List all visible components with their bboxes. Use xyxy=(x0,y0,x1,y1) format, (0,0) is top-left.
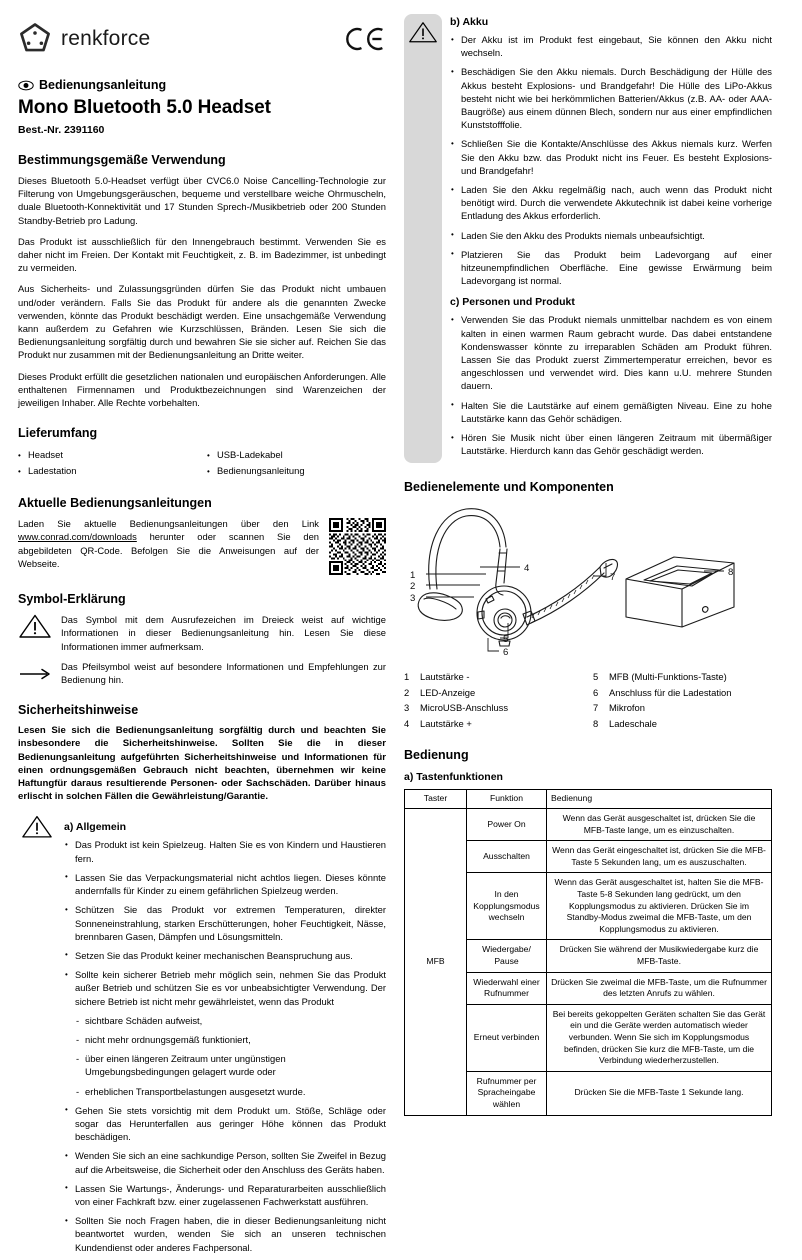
table-header-funktion: Funktion xyxy=(467,790,547,809)
symbol-warning-text: Das Symbol mit dem Ausrufezeichen im Dreieck weist auf wichtige Informationen in dieser Bedienungsanleitung hin. Lesen Sie diese Informationen immer aufmerksam. xyxy=(61,614,386,652)
list-item: - sichtbare Schäden aufweist, xyxy=(64,1014,386,1027)
section-intended-use-heading: Bestimmungsgemäße Verwendung xyxy=(18,153,226,167)
component-callout-legend xyxy=(404,669,772,731)
list-item: • Sollten Sie noch Fragen haben, die in dieser Bedienungsanleitung nicht beantwortet wurden, wenden Sie sich an unseren technischen Kundendienst oder anderes Fachpersonal. xyxy=(64,1214,386,1254)
manuals-text xyxy=(18,517,319,570)
table-cell-action: Bei bereits gekoppelten Geräten schalten Sie das Gerät ein und die Geräte werden automatisch wieder verbunden. Wenn Sie sich im Kopplungsmodus befinden, drücken Sie kurz die MFB-Taste, um die Verbindung wiederherzustellen. xyxy=(547,1004,772,1071)
callout-number: 7 xyxy=(593,702,599,714)
qr-code-icon xyxy=(329,518,386,575)
callout-label: LED-Anzeige xyxy=(420,686,476,698)
list-item: • Lassen Sie das Verpackungsmaterial nicht achtlos liegen. Dieses könnte andernfalls für Kinder zu einem gefährlichen Spielzeug werden. xyxy=(64,871,386,897)
section-operation-heading: Bedienung xyxy=(404,748,469,763)
callout-5: 5 xyxy=(503,634,509,646)
symbol-arrow-text: Das Pfeilsymbol weist auf besondere Informationen und Empfehlungen zur Bedienung hin. xyxy=(61,660,386,686)
operation-subheading: a) Tastenfunktionen xyxy=(404,771,503,784)
section-components-heading: Bedienelemente und Komponenten xyxy=(404,480,614,495)
symbol-explanation-arrow xyxy=(18,660,386,686)
safety-battery-list xyxy=(450,33,772,287)
list-item: • Lassen Sie Wartungs-, Änderungs- und Reparaturarbeiten ausschließlich von einer Fachkraft bzw. einer zugelassenen Fachwerkstatt ausführen. xyxy=(64,1182,386,1208)
safety-persons-list xyxy=(450,313,772,457)
callout-label: Lautstärke - xyxy=(420,671,470,683)
list-item xyxy=(593,685,772,701)
safety-intro: Lesen Sie sich die Bedienungsanleitung sorgfältig durch und beachten Sie insbesondere die Sicherheitshinweise. Sollten Sie die in dieser Bedienungsanleitung aufgeführten Sicherheitshinweise und Informationen für einen ordnungsgemäßen Gebrauch nicht beachten, übernehmen wir keine Haftungfür daraus resultierende Personen- oder Sachschäden. Darüber hinaus erlischt in solchen Fällen die Gewährleistung/Garantie. xyxy=(18,725,386,803)
renkforce-pentagon-logo-icon xyxy=(18,22,52,56)
warning-icon-holder xyxy=(404,14,442,463)
bullet-dot-icon: • xyxy=(18,451,21,461)
callout-6: 6 xyxy=(503,647,509,659)
page-title: Mono Bluetooth 5.0 Headset xyxy=(18,97,271,118)
callout-number: 2 xyxy=(404,686,410,698)
safety-general-block xyxy=(18,812,386,1259)
callout-column-1 xyxy=(404,669,583,731)
list-item xyxy=(404,669,583,685)
list-item-label: Headset xyxy=(28,449,63,461)
table-cell-action: Drücken Sie die MFB-Taste 1 Sekunde lang. xyxy=(547,1071,772,1115)
table-cell-function: Erneut verbinden xyxy=(467,1004,547,1071)
list-item: - nicht mehr ordnungsgemäß funktioniert, xyxy=(64,1033,386,1046)
scope-of-delivery xyxy=(18,447,386,479)
list-item xyxy=(404,700,583,716)
table-cell-action: Drücken Sie während der Musikwiedergabe kurz die MFB-Taste. xyxy=(547,940,772,972)
safety-battery-block xyxy=(404,14,772,463)
intended-use-p3: Aus Sicherheits- und Zulassungsgründen dürfen Sie das Produkt nicht umbauen und/oder verändern. Falls Sie das Produkt für andere als die genannten Zwecke verwenden, könnte das Produkt beschädigt werden. Eine unsachgemäße Verwendung kann außerdem zu Gefahren wie Kurzschlüssen, Bränden. Lesen Sie sich die Bedienungsanleitung sorgfältig durch und bewahren Sie sie sicher auf. Reichen Sie das Produkt nur zusammen mit der Bedienungsanleitung an Dritte weiter. xyxy=(18,283,386,361)
list-item xyxy=(593,700,772,716)
callout-number: 1 xyxy=(404,671,410,683)
callout-1: 1 xyxy=(410,570,416,582)
list-item xyxy=(404,685,583,701)
safety-general-list-cont xyxy=(64,1104,386,1254)
warning-triangle-icon xyxy=(18,613,52,639)
table-row xyxy=(405,809,772,841)
arrow-right-icon xyxy=(18,660,52,686)
brand-header xyxy=(18,14,386,62)
callout-number: 4 xyxy=(404,717,410,729)
list-item: • Verwenden Sie das Produkt niemals unmittelbar nachdem es von einem kalten in einen warmen Raum gebracht wurde. Das dabei entstandene Kondenswasser könnte zu irreparablen Schäden am Produkt führen. Lassen Sie das Produkt zuerst Zimmertemperatur erreichen, bevor es angeschlossen und verwendet wird. Dies kann u.U. mehrere Stunden dauern. xyxy=(450,313,772,392)
list-item: • Der Akku ist im Produkt fest eingebaut, Sie können den Akku nicht wechseln. xyxy=(450,33,772,59)
left-column xyxy=(18,14,386,1253)
list-item: • Das Produkt ist kein Spielzeug. Halten Sie es von Kindern und Haustieren fern. xyxy=(64,838,386,864)
table-cell-function: Power On xyxy=(467,809,547,841)
section-safety-heading: Sicherheitshinweise xyxy=(18,703,139,718)
list-item: • Schützen Sie das Produkt vor extremen Temperaturen, direkter Sonneneinstrahlung, starken Erschütterungen, hoher Feuchtigkeit, Nässe, brennbaren Gasen, Dämpfen und Lösungsmitteln. xyxy=(64,903,386,943)
list-item xyxy=(207,463,386,479)
callout-number: 6 xyxy=(593,686,599,698)
table-cell-function: Wiederwahl einer Rufnummer xyxy=(467,972,547,1004)
table-header-row xyxy=(405,790,772,809)
intended-use-p1: Dieses Bluetooth 5.0-Headset verfügt über CVC6.0 Noise Cancelling-Technologie zur Filterung von Umgebungsgeräuschen, bequeme und verstellbare weiche Ohrmuscheln, duale Bluetooth-Konnektivität und 17 Stunden Sprech-/Musikbetrieb oder 200 Stunden Standby-Betrieb pro Ladung. xyxy=(18,175,386,226)
list-item xyxy=(404,716,583,732)
list-item xyxy=(18,463,197,479)
table-cell-function: Rufnummer per Spracheingabe wählen xyxy=(467,1071,547,1115)
headset-and-charging-dock-diagram-icon xyxy=(404,501,772,663)
callout-label: MicroUSB-Anschluss xyxy=(420,702,509,714)
safety-battery-heading: b) Akku xyxy=(450,16,489,28)
button-functions-table xyxy=(404,789,772,1115)
callout-label: Mikrofon xyxy=(609,702,645,714)
section-manuals-heading: Aktuelle Bedienungsanleitungen xyxy=(18,496,212,511)
safety-general-heading: a) Allgemein xyxy=(64,821,127,834)
list-item-label: Bedienungsanleitung xyxy=(217,465,305,477)
brand-name: renkforce xyxy=(61,27,151,50)
table-header-bedienung: Bedienung xyxy=(547,790,772,809)
list-item: • Sollte kein sicherer Betrieb mehr möglich sein, nehmen Sie das Produkt außer Betrieb und schützen Sie es vor unbeabsichtigter Verwendung. Der sichere Betrieb ist nicht mehr gewährleistet, wenn das Produkt xyxy=(64,968,386,1008)
callout-label: Ladeschale xyxy=(609,717,657,729)
ce-mark-icon xyxy=(346,26,386,52)
callout-number: 8 xyxy=(593,717,599,729)
order-number: Best.-Nr. 2391160 xyxy=(18,124,105,136)
section-scope-heading: Lieferumfang xyxy=(18,426,98,441)
list-item: - erheblichen Transportbelastungen ausgesetzt wurde. xyxy=(64,1085,386,1098)
downloads-link[interactable]: www.conrad.com/downloads xyxy=(18,531,137,543)
manuals-block xyxy=(18,517,386,575)
warning-triangle-icon xyxy=(21,814,53,844)
callout-7: 7 xyxy=(610,572,616,584)
callout-4: 4 xyxy=(524,563,530,575)
manuals-text-before: Laden Sie aktuelle Bedienungsanleitungen über den Link xyxy=(18,518,319,530)
table-cell-action: Wenn das Gerät eingeschaltet ist, drücken Sie die MFB-Taste 5 Sekunden lang, um es auszuschalten. xyxy=(547,841,772,873)
list-item: • Setzen Sie das Produkt keiner mechanischen Beanspruchung aus. xyxy=(64,949,386,962)
table-cell-function: Ausschalten xyxy=(467,841,547,873)
callout-3: 3 xyxy=(410,593,416,605)
page-columns xyxy=(18,14,784,1253)
callout-number: 5 xyxy=(593,671,599,683)
table-cell-function: Wiedergabe/ Pause xyxy=(467,940,547,972)
bullet-dot-icon: • xyxy=(207,451,210,461)
table-cell-action: Wenn das Gerät ausgeschaltet ist, drücken Sie die MFB-Taste lange, um es einzuschalten. xyxy=(547,809,772,841)
intended-use-p4: Dieses Produkt erfüllt die gesetzlichen nationalen und europäischen Anforderungen. Alle enthaltenen Firmennamen und Produktbezeichnungen sind Warenzeichen der jeweiligen Inhaber. Alle Rechte vorbehalten. xyxy=(18,370,386,409)
warning-triangle-icon xyxy=(408,20,438,49)
list-item: • Laden Sie den Akku des Produkts niemals unbeaufsichtigt. xyxy=(450,229,772,242)
callout-column-2 xyxy=(593,669,772,731)
callout-number: 3 xyxy=(404,702,410,714)
table-cell-action: Drücken Sie zweimal die MFB-Taste, um die Rufnummer des letzten Anrufs zu wählen. xyxy=(547,972,772,1004)
safety-persons-heading: c) Personen und Produkt xyxy=(450,296,575,309)
eye-icon xyxy=(18,80,34,91)
list-item: • Schließen Sie die Kontakte/Anschlüsse des Akkus niemals kurz. Werfen Sie den Akku bzw. das Produkt nicht ins Feuer. Es besteht Explosions- und Brandgefahr! xyxy=(450,137,772,177)
bullet-dot-icon: • xyxy=(207,467,210,477)
document-kind xyxy=(18,78,386,92)
manuals-text-after: herunter oder scannen Sie den abgebildeten QR-Code. Befolgen Sie die Anweisungen auf der Webseite. xyxy=(18,531,319,569)
table-cell-action: Wenn das Gerät ausgeschaltet ist, halten Sie die MFB-Taste 5-8 Sekunden lang gedrückt, um den Kopplungsmodus zu aktivieren. Drücken Sie im Standby-Modus zweimal die MFB-Taste, um den Kopplungsmodus zu aktivieren. xyxy=(547,873,772,940)
safety-battery-body xyxy=(450,14,772,463)
list-item-label: Ladestation xyxy=(28,465,77,477)
list-item-label: USB-Ladekabel xyxy=(217,449,283,461)
safety-general-list xyxy=(64,838,386,1007)
list-item: • Gehen Sie stets vorsichtig mit dem Produkt um. Stöße, Schläge oder sogar das Herunterfallen aus geringer Höhe können das Produkt beschädigen. xyxy=(64,1104,386,1144)
bullet-dot-icon: • xyxy=(18,467,21,477)
list-item: • Platzieren Sie das Produkt beim Ladevorgang auf einer hitzeunempfindlichen Oberfläche. Eine gewisse Erwärmung beim Ladevorgang ist normal. xyxy=(450,248,772,288)
callout-label: Anschluss für die Ladestation xyxy=(609,686,732,698)
brand xyxy=(18,22,150,56)
right-column xyxy=(404,14,772,1124)
scope-column-2 xyxy=(207,447,386,479)
callout-2: 2 xyxy=(410,581,416,593)
safety-general-body xyxy=(64,812,386,1259)
components-figure xyxy=(404,501,772,663)
list-item xyxy=(18,447,197,463)
list-item: • Wenden Sie sich an eine sachkundige Person, sollten Sie Zweifel in Bezug auf die Arbeitsweise, die Sicherheit oder den Anschluss des Geräts haben. xyxy=(64,1149,386,1175)
list-item: • Halten Sie die Lautstärke auf einem gemäßigten Niveau. Eine zu hohe Lautstärke kann das Gehör schädigen. xyxy=(450,399,772,425)
table-cell-function: In den Kopplungsmodus wechseln xyxy=(467,873,547,940)
safety-unsafe-conditions-list xyxy=(64,1014,386,1098)
table-cell-group-mfb: MFB xyxy=(405,809,467,1115)
list-item: • Beschädigen Sie den Akku niemals. Durch Beschädigung der Hülle des Akkus besteht Explosions- und Brandgefahr! Die Hülle des LiPo-Akkus besteht nicht wie bei herkömmlichen Batterien/Akkus (z.B. AA- oder AAA-Baugröße) aus einem dünnen Blech, sondern nur aus einer empfindlichen Kunststofffolie. xyxy=(450,65,772,131)
list-item: - über einen längeren Zeitraum unter ungünstigen Umgebungsbedingungen gelagert wurde oder xyxy=(64,1052,386,1078)
list-item: • Hören Sie Musik nicht über einen längeren Zeitraum mit übermäßiger Lautstärke. Hierdurch kann das Gehör geschädigt werden. xyxy=(450,431,772,457)
callout-label: MFB (Multi-Funktions-Taste) xyxy=(609,671,727,683)
callout-8: 8 xyxy=(728,567,734,579)
list-item xyxy=(207,447,386,463)
list-item xyxy=(593,716,772,732)
intended-use-p2: Das Produkt ist ausschließlich für den Innengebrauch bestimmt. Verwenden Sie es daher nicht im Freien. Der Kontakt mit Feuchtigkeit, z. B. im Badezimmer, ist unbedingt zu vermeiden. xyxy=(18,235,386,274)
scope-column-1 xyxy=(18,447,197,479)
table-header-taster: Taster xyxy=(405,790,467,809)
document-kind-label: Bedienungsanleitung xyxy=(39,78,167,92)
section-symbols-heading: Symbol-Erklärung xyxy=(18,592,126,607)
warning-icon-holder xyxy=(18,812,56,844)
list-item: • Laden Sie den Akku regelmäßig nach, auch wenn das Produkt nicht benötigt wird. Durch die verwendete Akkutechnik ist dabei keine vorherige Entladung des Akkus erforderlich. xyxy=(450,183,772,223)
symbol-explanation-warning xyxy=(18,613,386,653)
list-item xyxy=(593,669,772,685)
callout-label: Lautstärke + xyxy=(420,717,472,729)
